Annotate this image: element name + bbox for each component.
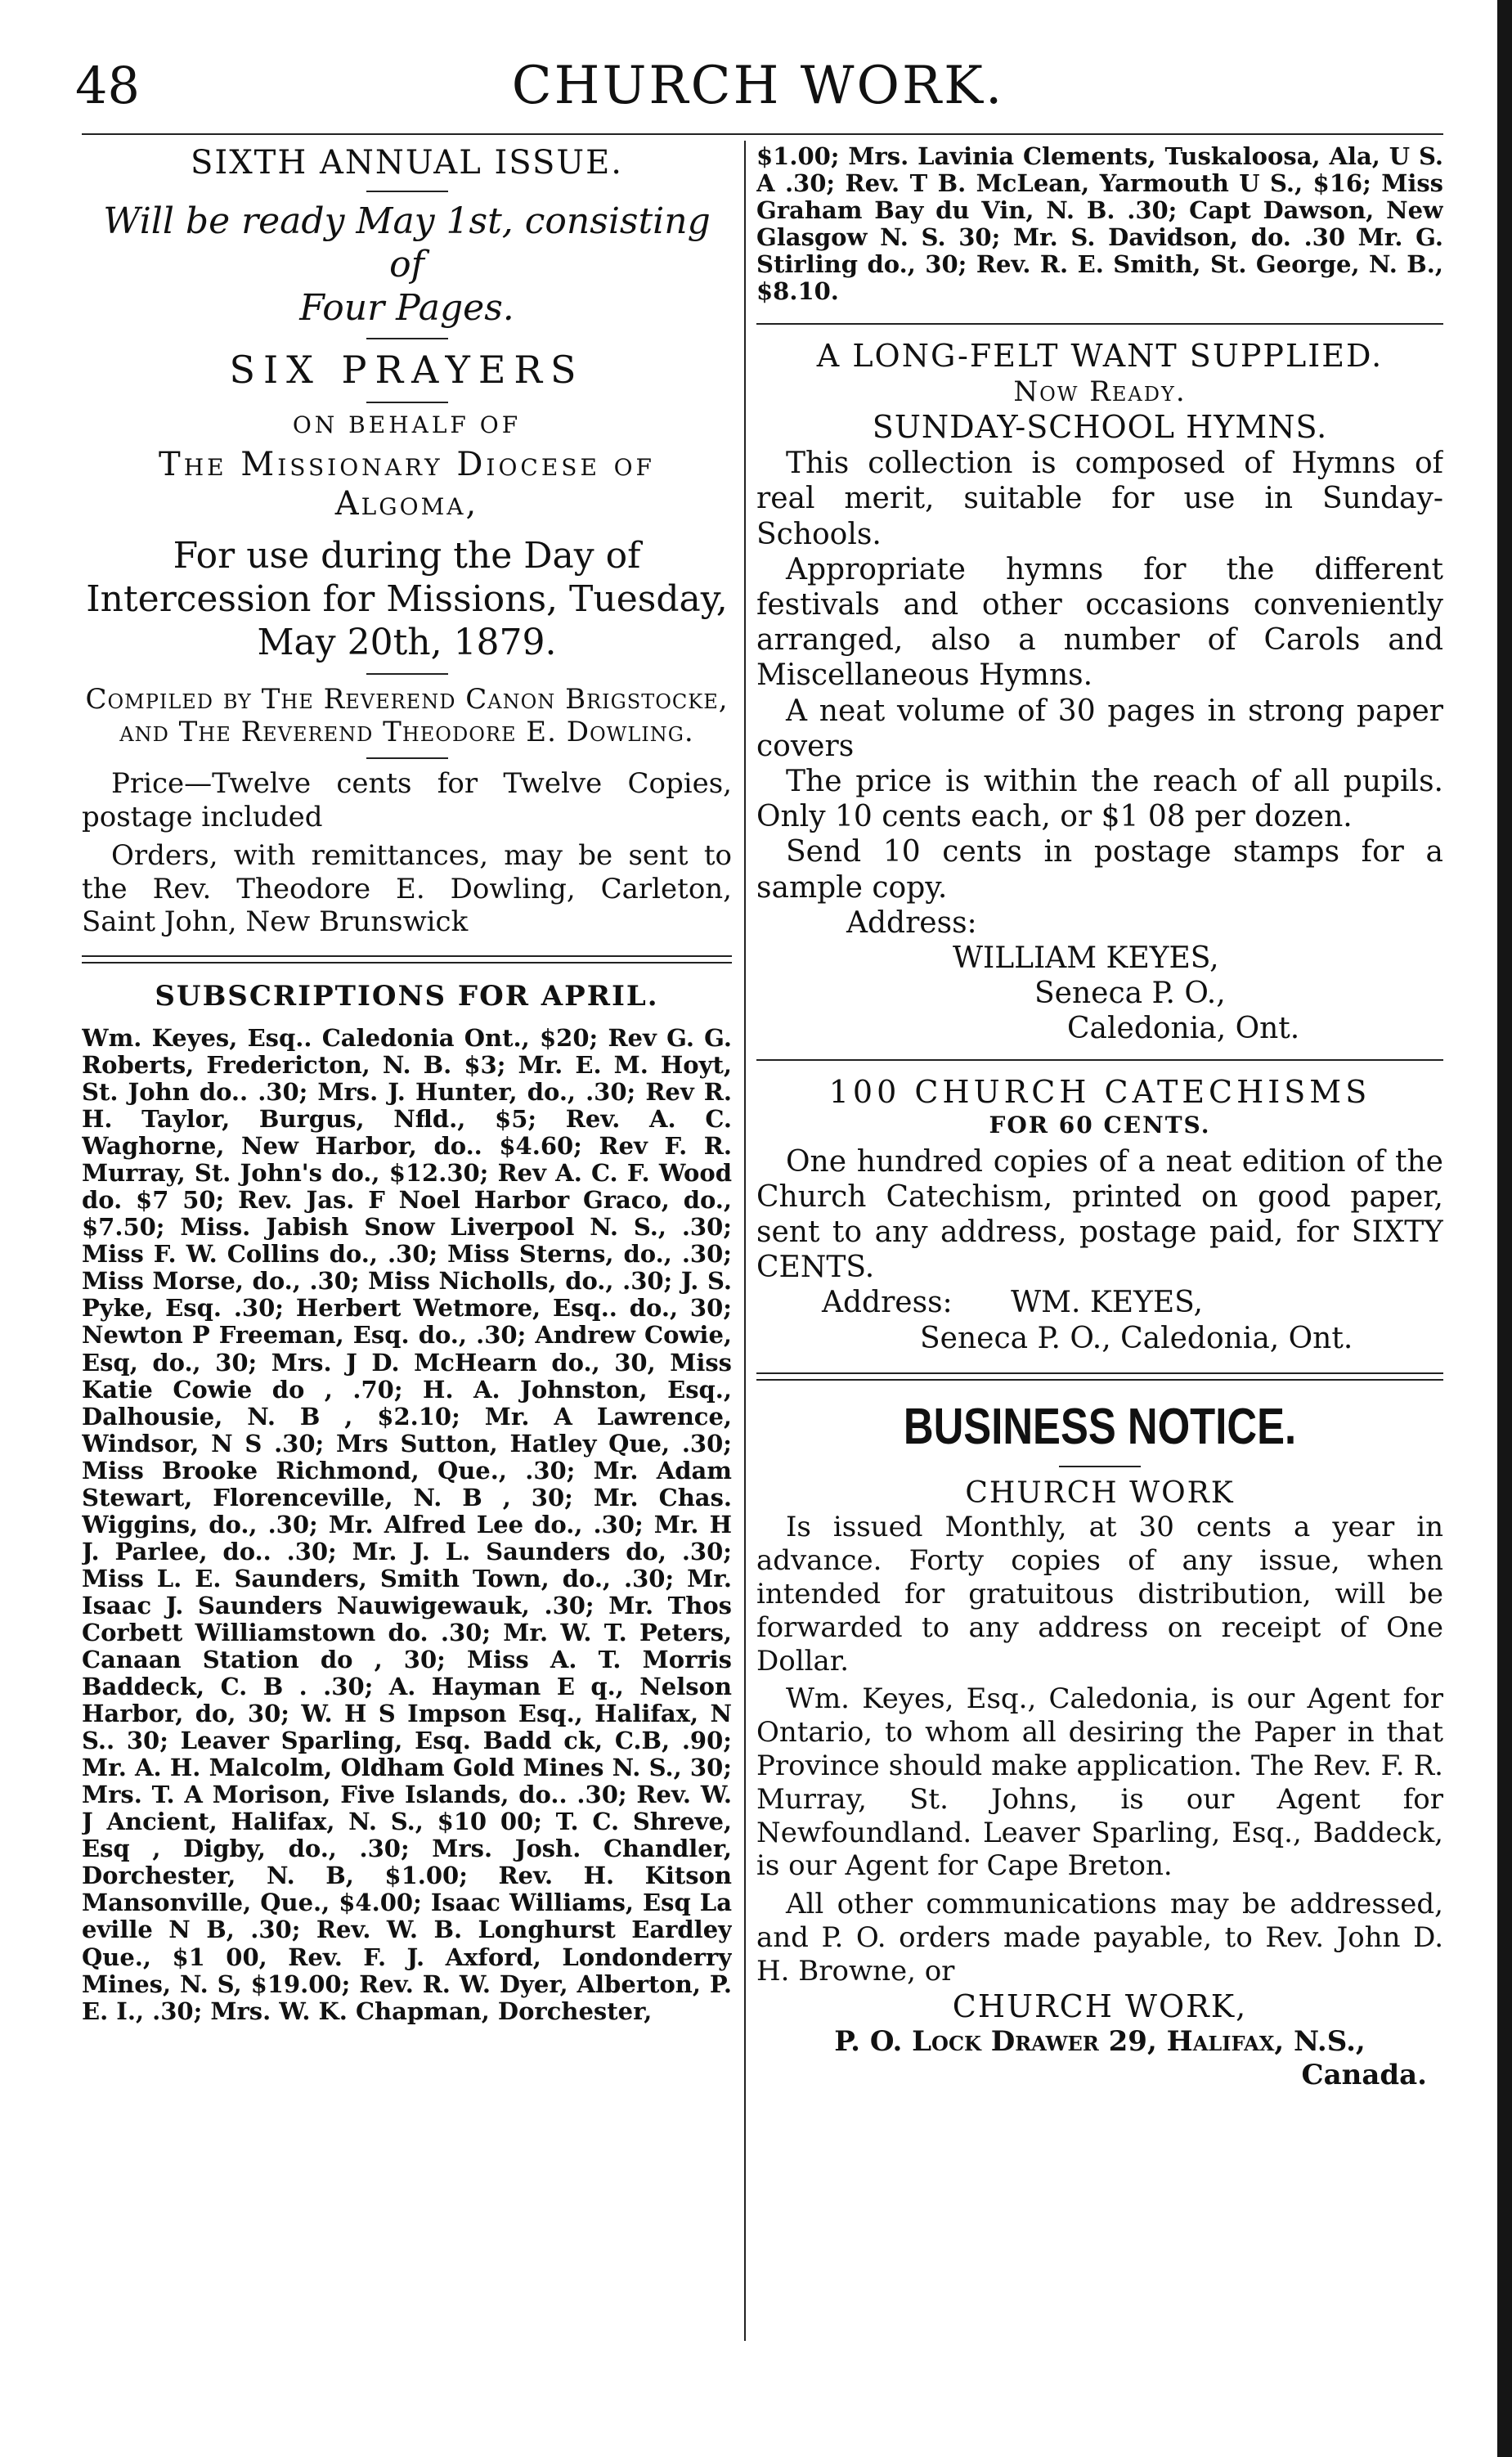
business-subtitle: CHURCH WORK — [965, 1476, 1235, 1511]
hymns-title: SUNDAY-SCHOOL HYMNS. — [872, 408, 1328, 445]
right-column — [756, 143, 1443, 2092]
closing-name: CHURCH WORK, — [952, 1988, 1248, 2024]
hymns-para-2: Appropriate hymns for the different festivals and other occasions conveniently arranged, also a number of Carols and Miscellaneous Hymns. — [756, 552, 1443, 693]
catechisms-address-label: Address: — [822, 1286, 953, 1320]
purpose-text: For use during the Day of Intercession for Missions, Tuesday, May 20th, 1879. — [86, 535, 728, 663]
hymns-address-name: WILLIAM KEYES, — [953, 941, 1219, 975]
closing-country: Canada. — [1301, 2058, 1427, 2091]
short-rule — [366, 191, 448, 192]
catechisms-address-line: Seneca P. O., Caledonia, Ont. — [920, 1321, 1353, 1355]
business-para-3: All other communications may be addressed, and P. O. orders made payable, to Rev. John D. H. Browne, or — [756, 1888, 1443, 1988]
business-para-2: Wm. Keyes, Esq., Caledonia, is our Agent for Ontario, to whom all desiring the Paper in that Province should make application. The Rev. F. R. Murray, St. Johns, is our Agent for Newfoundland. Leaver Sparling, Esq., Baddeck, is our Agent for Cape Breton. — [756, 1682, 1443, 1883]
business-para-1: Is issued Monthly, at 30 cents a year in advance. Forty copies of any issue, when intended for gratuitous distribution, will be forwarded to any address on receipt of One Dollar. — [756, 1511, 1443, 1678]
orders-text: Orders, with remittances, may be sent to the Rev. Theodore E. Dowling, Carleton, Saint John, New Brunswick — [82, 838, 732, 939]
business-heading: BUSINESS NOTICE. — [903, 1398, 1297, 1455]
catechisms-address — [756, 1285, 1443, 1320]
hymns-para-5: Send 10 cents in postage stamps for a sample copy. — [756, 835, 1443, 905]
algoma-line: Algoma, — [334, 485, 479, 523]
short-rule — [366, 402, 448, 403]
catechisms-body: One hundred copies of a neat edition of the Church Catechism, printed on good paper, sent to any address, postage paid, for SIXTY CENTS. — [756, 1144, 1443, 1285]
short-rule — [366, 757, 448, 759]
catechisms-sub: FOR 60 CENTS. — [989, 1112, 1211, 1139]
section-rule — [756, 1059, 1443, 1061]
subscriptions-continuation: $1.00; Mrs. Lavinia Clements, Tuskaloosa, Ala, U S. A .30; Rev. T B. McLean, Yarmouth U S., $16; Miss Graham Bay du Vin, N. B. .30; Capt Dawson, New Glasgow N. S. 30; Mr. S. Davidson, do. .30 Mr. G. Stirling do., 30; Rev. R. E. Smith, St. George, N. B., $8.10. — [756, 143, 1443, 306]
section-rule — [756, 323, 1443, 325]
six-prayers-title: SIX PRAYERS — [229, 348, 585, 393]
hymns-address-line-2: Caledonia, Ont. — [1067, 1012, 1300, 1046]
page-title: CHURCH WORK. — [511, 56, 1005, 116]
hymns-address-line-1: Seneca P. O., — [1034, 977, 1226, 1011]
four-pages-line: Four Pages. — [299, 286, 514, 329]
issue-line: SIXTH ANNUAL ISSUE. — [190, 144, 623, 182]
hymns-heading: A LONG-FELT WANT SUPPLIED. — [816, 338, 1384, 375]
subscriptions-heading: SUBSCRIPTIONS FOR APRIL. — [155, 980, 659, 1013]
catechisms-address-name: WM. KEYES, — [1011, 1286, 1203, 1320]
column-divider — [744, 141, 746, 2341]
diocese-line: The Missionary Diocese of — [159, 446, 655, 484]
double-rule — [82, 955, 732, 963]
hymns-address-label: Address: — [846, 905, 977, 940]
closing-address: P. O. Lock Drawer 29, Halifax, N.S., — [834, 2025, 1366, 2059]
ready-line: Will be ready May 1st, consisting of — [103, 200, 711, 285]
hymns-para-3: A neat volume of 30 pages in strong paper covers — [756, 694, 1443, 763]
subscriptions-list: Wm. Keyes, Esq.. Caledonia Ont., $20; Rev G. G. Roberts, Fredericton, N. B. $3; Mr. E. M. Hoyt, St. John do.. .30; Mrs. J. Hunter, do., .30; Rev R. H. Taylor, Burgus, Nfld., $5; Rev. A. C. Waghorne, New Harbor, do.. $4.60; Rev F. R. Murray, St. John's do., $12.30; Rev A. C. F. Wood do. $7 50; Rev. Jas. F Noel Harbor Graco, do., $7.50; Miss. Jabish Snow Liverpool N. S., .30; Miss F. W. Collins do., .30; Miss Sterns, do., .30; Miss Morse, do., .30; Miss Nicholls, do., .30; J. S. Pyke, Esq. .30; Herbert Wetmore, Esq.. do., 30; Newton P Freeman, Esq. do., .30; Andrew Cowie, Esq, do., 30; Mrs. J D. McHearn do., 30, Miss Katie Cowie do , .70; H. A. Johnston, Esq., Dalhousie, N. B , $2.10; Mr. A Lawrence, Windsor, N S .30; Mrs Sutton, Hatley Que, .30; Miss Brooke Richmond, Que., .30; Mr. Adam Stewart, Florenceville, N. B , 30; Mr. Chas. Wiggins, do., .30; Mr. Alfred Lee do., .30; Mr. H J. Parlee, do.. .30; Mr. J. L. Saunders do, .30; Miss L. E. Saunders, Smith Town, do., .30; Mr. Isaac J. Saunders Nauwigewauk, .30; Mr. Thos Corbett Williamstown do. .30; Mr. W. T. Peters, Canaan Station do , 30; Miss A. T. Morris Baddeck, C. B . .30; A. Hayman E q., Nelson Harbor, do, 30; W. H S Impson Esq., Halifax, N S.. 30; Leaver Sparling, Esq. Badd ck, C.B, .90; Mr. A. H. Malcolm, Oldham Gold Mines N. S., 30; Mrs. T. A Morison, Five Islands, do.. .30; Rev. W. J Ancient, Halifax, N. S., $10 00; T. C. Shreve, Esq , Digby, do., .30; Mrs. Josh. Chandler, Dorchester, N. B, $1.00; Rev. H. Kitson Mansonville, Que., $4.00; Isaac Williams, Esq La eville N B, .30; Rev. W. B. Longhurst Eardley Que., $1 00, Rev. F. J. Axford, Londonderry Mines, N. S, $19.00; Rev. R. W. Dyer, Alberton, P. E. I., .30; Mrs. W. K. Chapman, Dorchester, — [82, 1023, 732, 2025]
short-rule — [366, 338, 448, 339]
short-rule — [366, 673, 448, 675]
header-rule — [82, 133, 1443, 135]
hymns-para-4: The price is within the reach of all pupils. Only 10 cents each, or $1 08 per dozen. — [756, 764, 1443, 834]
business-heading-wrap — [756, 1397, 1443, 1458]
on-behalf-line: ON BEHALF OF — [292, 411, 522, 438]
short-rule — [1059, 1466, 1141, 1467]
page-edge-shadow — [1497, 0, 1512, 2457]
hymns-para-1: This collection is composed of Hymns of real merit, suitable for use in Sunday-Schools. — [756, 447, 1443, 551]
left-column — [82, 143, 732, 2025]
page-number: 48 — [75, 56, 140, 115]
catechisms-heading: 100 CHURCH CATECHISMS — [828, 1074, 1371, 1111]
page-header — [75, 45, 1441, 127]
now-ready: Now Ready. — [1013, 375, 1187, 408]
double-rule — [756, 1372, 1443, 1381]
price-text: Price—Twelve cents for Twelve Copies, postage included — [82, 767, 732, 833]
compiled-by: Compiled by The Reverend Canon Brigstocke, and The Reverend Theodore E. Dowling. — [85, 682, 729, 749]
